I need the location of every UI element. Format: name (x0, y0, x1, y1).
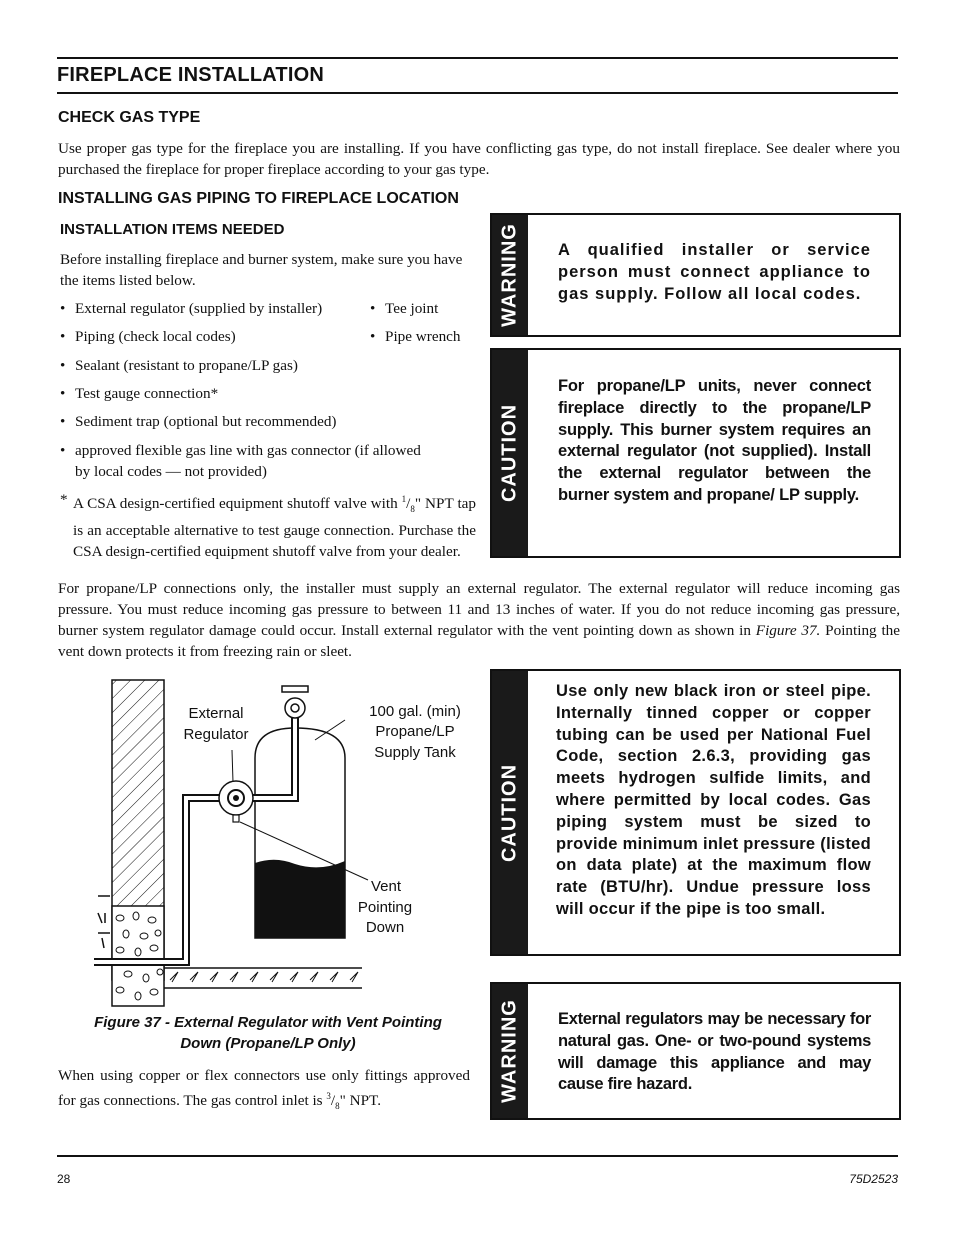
check-gas-heading: CHECK GAS TYPE (58, 109, 201, 126)
valve-handle (282, 686, 308, 692)
regulator-paragraph: For propane/LP connections only, the installer must supply an external regulator. The external regulator will reduce incoming gas pressure. You must reduce incoming gas pressure to between 11 and 13 inches of water. If you do not reduce incoming gas pressure, burner system regulator damage could occur. Install external regulator with the vent pointing down as shown in Figure 37. Pointing the vent down protects it from freezing rain or sleet. (58, 580, 900, 660)
label-regulator-1: External (188, 705, 244, 722)
warning-box-installer (490, 213, 901, 337)
label-regulator-2: Regulator (183, 726, 249, 743)
warning-label: WARNING (498, 223, 521, 327)
top-rule (57, 57, 898, 59)
title-rule (57, 92, 898, 94)
label-vent-2: Pointing (357, 899, 413, 916)
label-vent-3: Down (365, 919, 405, 936)
caution-label: CAUTION (498, 763, 521, 862)
check-gas-body: Use proper gas type for the fireplace you are installing. If you have conflicting gas type, do not install fireplace. See dealer where you purchased the fireplace for proper fireplace according to your gas type. (58, 140, 900, 178)
document-code: 75D2523 (849, 1172, 898, 1186)
grass-marks (170, 972, 358, 982)
label-tank-1: 100 gal. (min) (369, 703, 461, 720)
caution-box-piping (490, 669, 901, 956)
regulator-vent (233, 815, 239, 822)
regulator-diagram (90, 678, 480, 1008)
figure-reference: Figure 37. (755, 622, 821, 639)
piping-heading: INSTALLING GAS PIPING TO FIREPLACE LOCATION (58, 190, 459, 207)
warning-box-natural-gas (490, 982, 901, 1120)
caution-text: Use only new black iron or steel pipe. Internally tinned copper or copper tubing can be used per National Fuel Code, section 2.6.3, providing gas meets hydrogen sulfide limits, and where permitted by local codes. Gas piping system must be sized to provide minimum inlet pressure (listed on data plate) at the maximum flow rate (BTU/hr). Undue pressure loss will occur if the pipe is too small. (556, 682, 871, 918)
figure-caption: Figure 37 - External Regulator with Vent Pointing Down (Propane/LP Only) (94, 1014, 442, 1052)
footer-rule (57, 1155, 898, 1157)
page-number: 28 (57, 1172, 71, 1186)
items-heading: INSTALLATION ITEMS NEEDED (60, 221, 285, 238)
warning-text: External regulators may be necessary for natural gas. One- or two-pound systems will damage this appliance and may cause fire hazard. (558, 1010, 871, 1094)
copper-paragraph: When using copper or flex connectors use only fittings approved for gas connections. The gas control inlet is $^3/_8$" NPT. (58, 1067, 470, 1112)
caution-box-propane (490, 348, 901, 558)
section-title: FIREPLACE INSTALLATION (57, 64, 324, 86)
grade-marks (98, 896, 110, 948)
warning-text: A qualified installer or service person must connect appliance to gas supply. Follow all local codes. (558, 241, 871, 303)
label-vent-1: Vent (370, 878, 402, 895)
tank-liquid (255, 860, 345, 938)
label-tank-2: Propane/LP (375, 723, 455, 740)
caution-text: For propane/LP units, never connect fireplace directly to the propane/LP supply. This burner system requires an external regulator (not supplied). Install the external regulator between the burner system and propane/ LP supply. (558, 377, 871, 504)
items-intro: Before installing fireplace and burner system, make sure you have the items listed below. (60, 251, 463, 289)
label-tank-3: Supply Tank (374, 744, 456, 761)
caution-label: CAUTION (498, 403, 521, 503)
warning-label: WARNING (498, 999, 521, 1103)
